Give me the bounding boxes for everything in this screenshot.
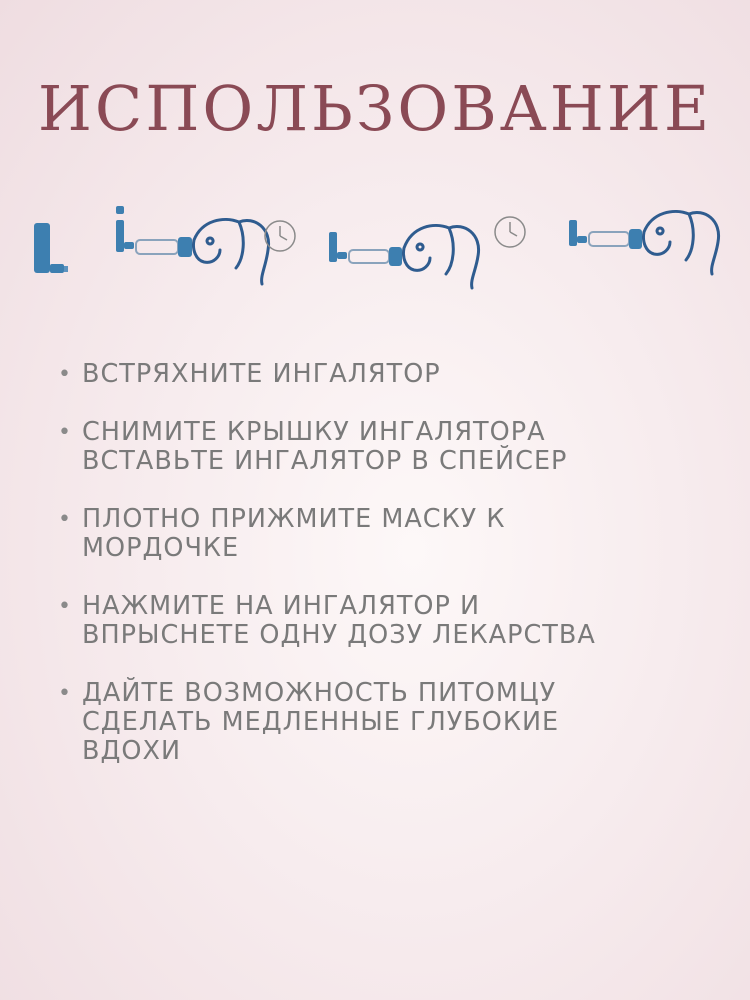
inhaler-shaking-icon — [116, 206, 134, 252]
instruction-step-3 — [58, 505, 718, 563]
clock-icon — [495, 217, 525, 247]
dog-head-icon — [643, 211, 718, 274]
bullet-icon: • — [58, 420, 72, 445]
bullet-icon: • — [58, 594, 72, 619]
instruction-step-4 — [58, 592, 718, 650]
instruction-text: СНИМИТЕ КРЫШКУ ИНГАЛЯТОРА ВСТАВЬТЕ ИНГАЛЯТОР В СПЕЙСЕР — [82, 417, 568, 476]
instruction-step-1 — [58, 360, 718, 389]
inhaler-icon — [34, 223, 68, 273]
bullet-icon: • — [58, 507, 72, 532]
page-title: ИСПОЛЬЗОВАНИЕ — [37, 72, 713, 145]
spacer-icon — [589, 229, 642, 249]
instruction-step-5 — [58, 679, 718, 766]
instruction-text: НАЖМИТЕ НА ИНГАЛЯТОР И ВПРЫСНЕТЕ ОДНУ ДОЗУ ЛЕКАРСТВА — [82, 591, 596, 650]
instruction-list — [58, 360, 718, 795]
inhaler-icon — [569, 220, 587, 246]
bullet-icon: • — [58, 362, 72, 387]
inhaler-pressed-icon — [329, 232, 347, 262]
clock-icon — [265, 221, 295, 251]
instruction-step-2 — [58, 418, 718, 476]
dog-head-icon — [403, 225, 478, 288]
usage-steps-illustration — [24, 198, 729, 293]
spacer-icon — [136, 237, 192, 257]
spacer-icon — [349, 247, 402, 266]
bullet-icon: • — [58, 681, 72, 706]
instruction-text: ПЛОТНО ПРИЖМИТЕ МАСКУ К МОРДОЧКЕ — [82, 504, 506, 563]
instruction-text: ВСТРЯХНИТЕ ИНГАЛЯТОР — [82, 359, 441, 389]
dog-head-icon — [193, 219, 268, 284]
instruction-text: ДАЙТЕ ВОЗМОЖНОСТЬ ПИТОМЦУ СДЕЛАТЬ МЕДЛЕННЫЕ ГЛУБОКИЕ ВДОХИ — [82, 678, 560, 766]
